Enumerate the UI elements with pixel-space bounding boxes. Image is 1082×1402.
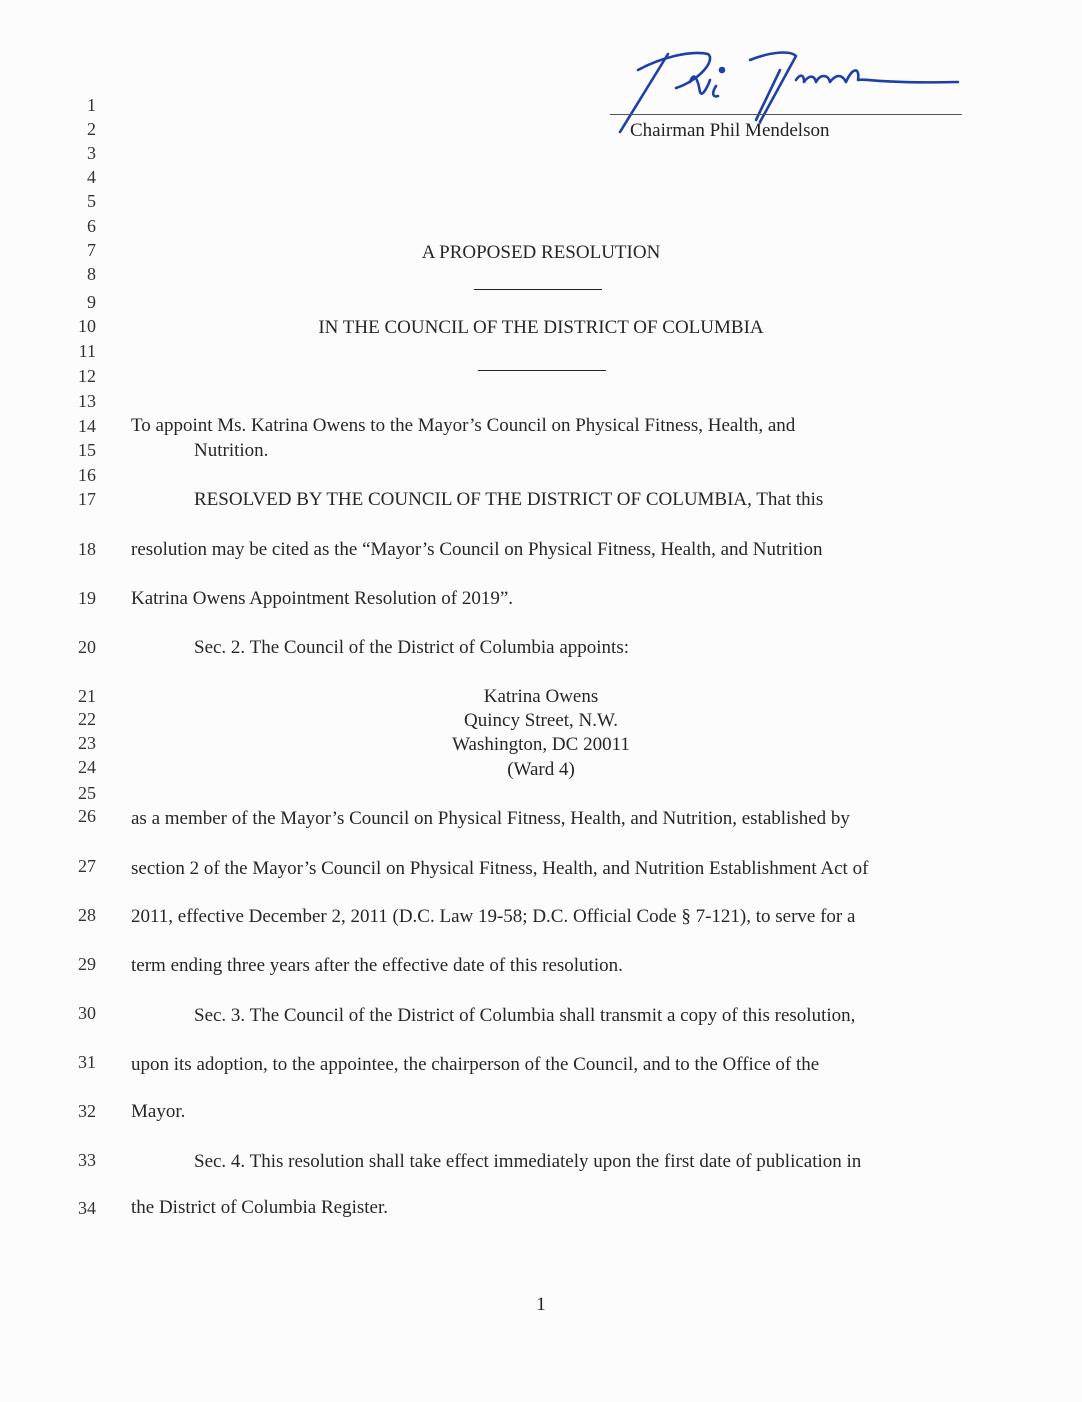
line-number: 34 (78, 1198, 96, 1218)
preamble-line-2: Nutrition. (194, 440, 269, 461)
appointee-name: Katrina Owens (483, 686, 599, 707)
line-number: 3 (87, 143, 96, 163)
line-number: 6 (87, 216, 96, 236)
body-line-31: upon its adoption, to the appointee, the chairperson of the Council, and to the Office of the (131, 1054, 820, 1075)
appointee-street: Quincy Street, N.W. (464, 710, 618, 731)
document-subtitle: IN THE COUNCIL OF THE DISTRICT OF COLUMBIA (318, 317, 764, 338)
body-line-27: section 2 of the Mayor’s Council on Physical Fitness, Health, and Nutrition Establishment Act of (131, 858, 869, 879)
line-number: 9 (87, 292, 96, 312)
body-line-28: 2011, effective December 2, 2011 (D.C. Law 19-58; D.C. Official Code § 7-121), to serve for a (131, 906, 856, 927)
line-number: 13 (78, 391, 96, 411)
line-number: 23 (78, 733, 96, 753)
line-number: 30 (78, 1003, 96, 1023)
line-number: 2 (87, 119, 96, 139)
line-number: 15 (78, 440, 96, 460)
line-number: 8 (87, 264, 96, 284)
line-number: 22 (78, 709, 96, 729)
body-line-33: Sec. 4. This resolution shall take effect immediately upon the first date of publication in (194, 1151, 862, 1172)
line-number: 33 (78, 1150, 96, 1170)
body-line-30: Sec. 3. The Council of the District of Columbia shall transmit a copy of this resolution, (194, 1005, 856, 1026)
line-number: 5 (87, 191, 96, 211)
line-number: 16 (78, 465, 96, 485)
appointee-city: Washington, DC 20011 (452, 734, 630, 755)
signer-name: Chairman Phil Mendelson (630, 120, 830, 141)
line-number: 26 (78, 806, 96, 826)
body-line-26: as a member of the Mayor’s Council on Physical Fitness, Health, and Nutrition, established by (131, 808, 850, 829)
body-line-20: Sec. 2. The Council of the District of Columbia appoints: (194, 637, 630, 658)
line-number: 29 (78, 954, 96, 974)
line-number: 12 (78, 366, 96, 386)
line-number: 25 (78, 783, 96, 803)
line-number: 18 (78, 539, 96, 559)
body-line-18: resolution may be cited as the “Mayor’s Council on Physical Fitness, Health, and Nutrition (131, 539, 823, 560)
line-number: 10 (78, 316, 96, 336)
line-number: 21 (78, 686, 96, 706)
preamble-line-1: To appoint Ms. Katrina Owens to the Mayor’s Council on Physical Fitness, Health, and (131, 415, 796, 436)
line-number: 1 (87, 95, 96, 115)
line-number: 14 (78, 416, 96, 436)
line-number: 17 (78, 489, 96, 509)
line-number: 20 (78, 637, 96, 657)
appointee-ward: (Ward 4) (507, 759, 575, 780)
line-number: 11 (78, 341, 96, 361)
signature-line (610, 114, 962, 115)
body-line-17: RESOLVED BY THE COUNCIL OF THE DISTRICT OF COLUMBIA, That this (194, 489, 824, 510)
body-line-34: the District of Columbia Register. (131, 1197, 388, 1218)
body-line-19: Katrina Owens Appointment Resolution of 2019”. (131, 588, 514, 609)
line-number: 28 (78, 905, 96, 925)
subtitle-rule (478, 370, 606, 371)
line-number: 31 (78, 1052, 96, 1072)
body-line-29: term ending three years after the effective date of this resolution. (131, 955, 623, 976)
body-line-32: Mayor. (131, 1101, 186, 1122)
line-number: 24 (78, 757, 96, 777)
page-number: 1 (536, 1294, 546, 1315)
line-number: 27 (78, 856, 96, 876)
line-number: 7 (87, 240, 96, 260)
line-number: 4 (87, 167, 96, 187)
line-number: 19 (78, 588, 96, 608)
line-number: 32 (78, 1101, 96, 1121)
document-title: A PROPOSED RESOLUTION (421, 242, 661, 263)
title-rule (474, 289, 602, 290)
